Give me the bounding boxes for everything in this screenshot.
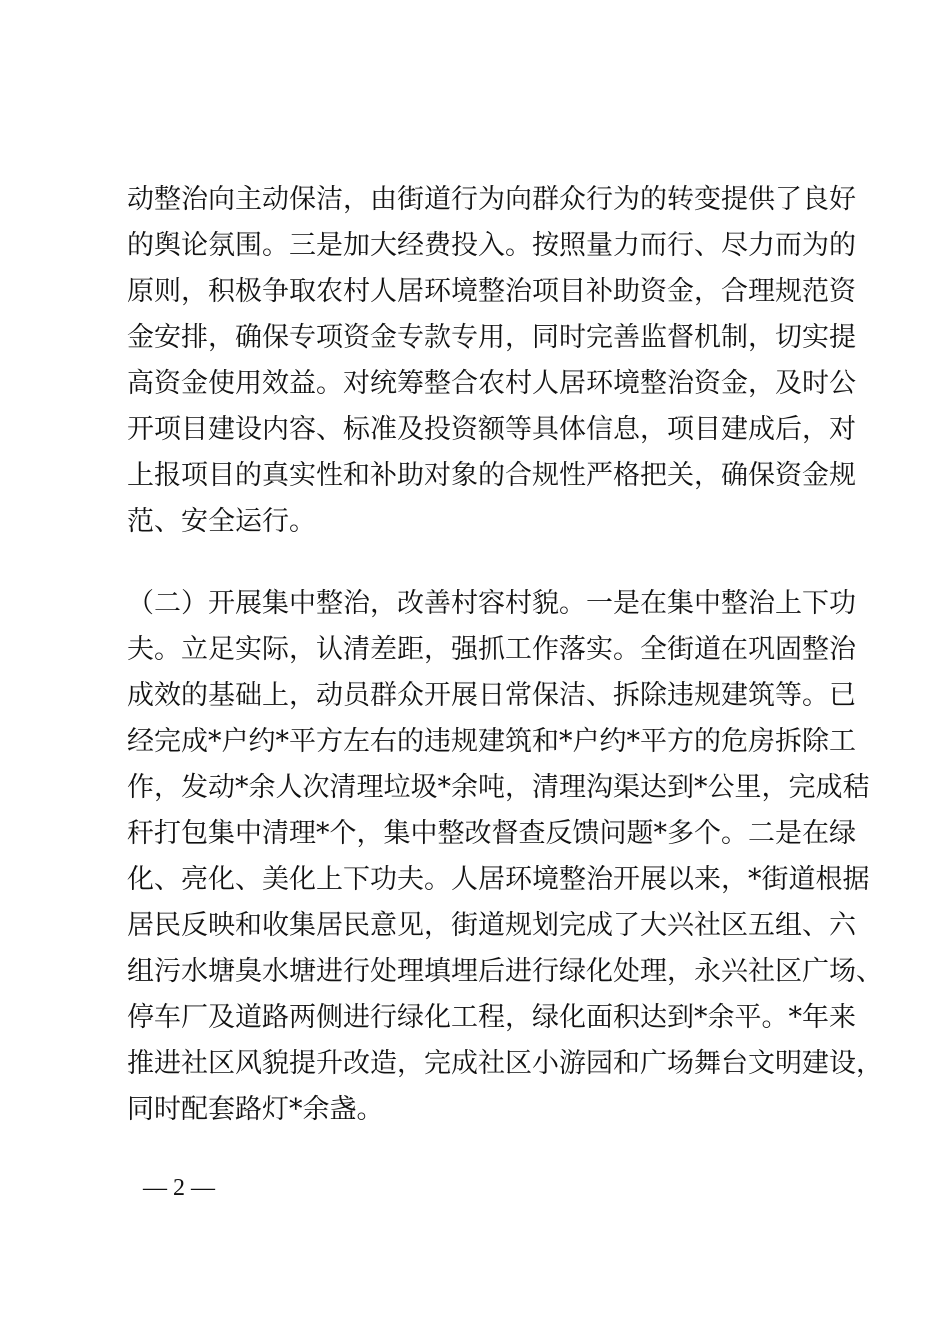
text-line: 经完成*户约*平方左右的违规建筑和*户约*平方的危房拆除工 [127,726,856,757]
text-line: 开项目建设内容、标准及投资额等具体信息，项目建成后，对 [127,414,856,445]
text-line: 组污水塘臭水塘进行处理填埋后进行绿化处理，永兴社区广场、 [127,956,883,987]
text-line: 停车厂及道路两侧进行绿化工程，绿化面积达到*余平。*年来 [127,1002,856,1033]
text-line: 秆打包集中清理*个，集中整改督查反馈问题*多个。二是在绿 [127,818,856,849]
page-number: — 2 — [143,1175,215,1201]
text-line: 成效的基础上，动员群众开展日常保洁、拆除违规建筑等。已 [127,680,856,711]
text-line: 同时配套路灯*余盏。 [127,1094,384,1125]
text-line: 夫。立足实际，认清差距，强抓工作落实。全街道在巩固整治 [127,634,856,665]
text-line: 范、安全运行。 [127,506,316,537]
section-heading-line: （二）开展集中整治，改善村容村貌。一是在集中整治上下功 [127,588,856,619]
text-line: 作，发动*余人次清理垃圾*余吨，清理沟渠达到*公里，完成秸 [127,772,870,803]
text-line: 上报项目的真实性和补助对象的合规性严格把关，确保资金规 [127,460,856,491]
text-line: 动整治向主动保洁，由街道行为向群众行为的转变提供了良好 [127,184,856,215]
paragraph-concentrated-rectification [127,581,883,1133]
text-line: 化、亮化、美化上下功夫。人居环境整治开展以来，*街道根据 [127,864,870,895]
text-line: 的舆论氛围。三是加大经费投入。按照量力而行、尽力而为的 [127,230,856,261]
text-line: 金安排，确保专项资金专款专用，同时完善监督机制，切实提 [127,322,856,353]
text-line: 高资金使用效益。对统筹整合农村人居环境整治资金，及时公 [127,368,856,399]
paragraph-funding [127,177,856,545]
text-line: 原则，积极争取农村人居环境整治项目补助资金，合理规范资 [127,276,856,307]
text-line: 居民反映和收集居民意见，街道规划完成了大兴社区五组、六 [127,910,856,941]
text-line: 推进社区风貌提升改造，完成社区小游园和广场舞台文明建设， [127,1048,883,1079]
